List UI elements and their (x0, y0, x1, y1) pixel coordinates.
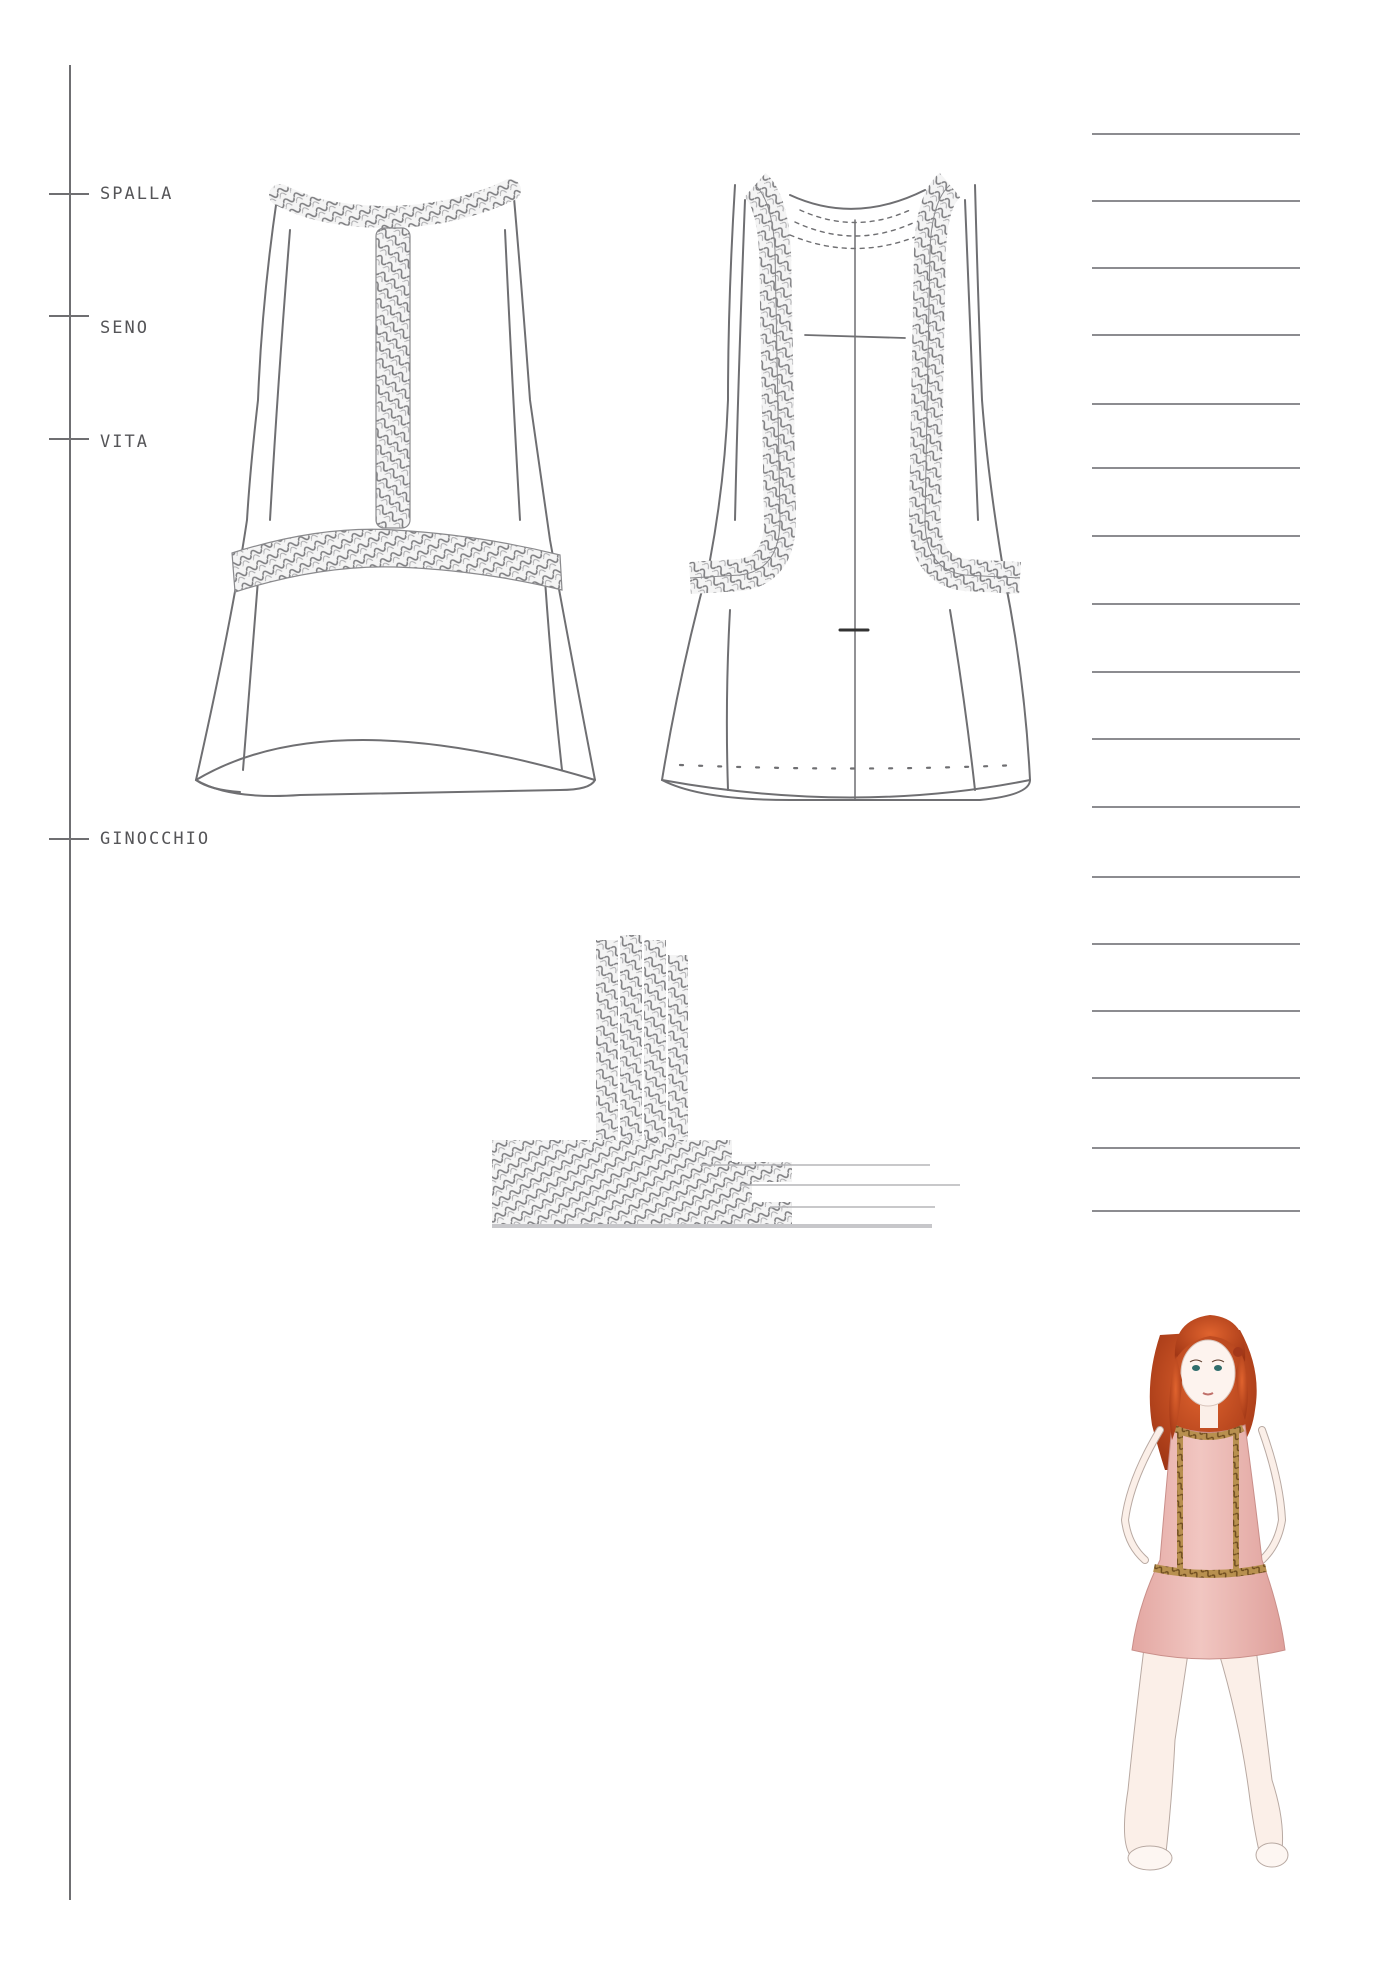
back-center-rope (376, 228, 410, 528)
label-knee: GINOCCHIO (100, 829, 211, 849)
label-bust: SENO (100, 318, 149, 338)
label-shoulder: SPALLA (100, 184, 174, 204)
front-view-sketch (662, 185, 1030, 800)
back-neck-rope (280, 190, 510, 217)
rope-detail-sketch (492, 935, 960, 1228)
back-waist-rope (232, 529, 562, 592)
label-waist: VITA (100, 432, 149, 452)
girl-illustration (1124, 1315, 1288, 1870)
